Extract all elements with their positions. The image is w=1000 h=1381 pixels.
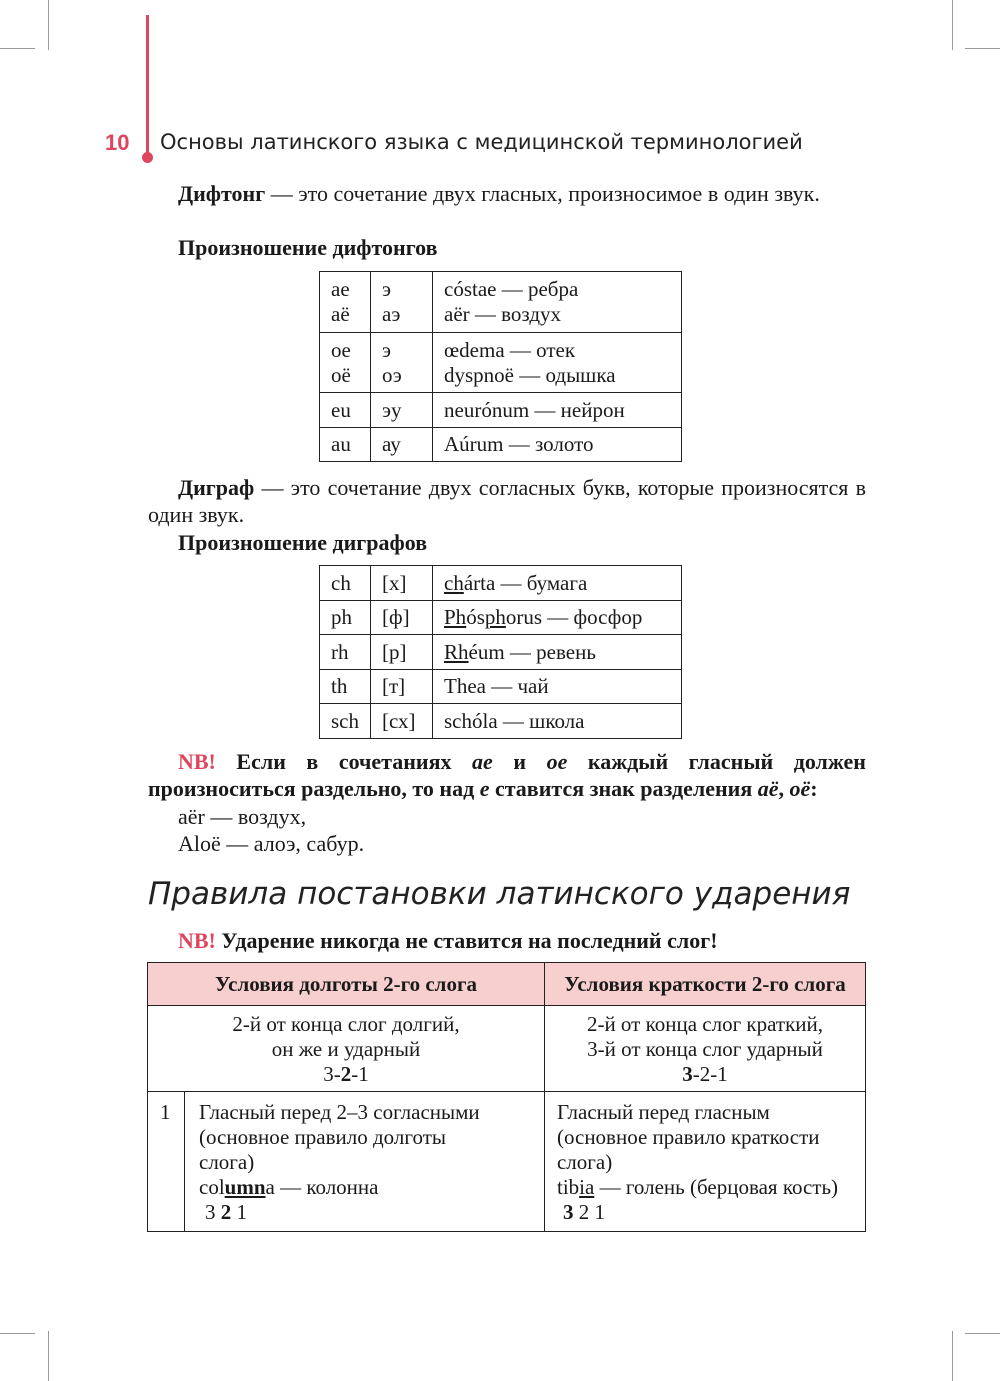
crop-mark — [0, 48, 35, 49]
table-row — [320, 601, 682, 635]
crop-mark — [48, 1331, 49, 1381]
table-cell: ae aë — [320, 272, 371, 333]
table-cell: Phósphorus — фосфор — [433, 601, 682, 635]
nb-example: aër — воздух, — [178, 804, 307, 829]
table-cell: œdema — отек dyspnoë — одышка — [433, 333, 682, 393]
crop-mark — [0, 1333, 35, 1334]
diphthong-term: Дифтонг — [178, 181, 266, 206]
column-header-short: Условия краткости 2-го слога — [544, 963, 865, 1006]
row-number: 1 — [148, 1092, 185, 1232]
table-row — [320, 670, 682, 704]
table-cell: Aúrum — золото — [433, 428, 682, 462]
nb-note: NB! Если в сочетаниях ae и oe каждый гласный должен произноситься раздельно, то над e ставится знак разделения aë, oë: — [148, 749, 866, 801]
crop-mark — [965, 48, 1000, 49]
table-cell: [ф] — [371, 601, 433, 635]
nb-label: NB! — [178, 749, 216, 774]
table-cell: ау — [371, 428, 433, 462]
table-cell: th — [320, 670, 371, 704]
table-row — [320, 272, 682, 333]
table-cell: oe oë — [320, 333, 371, 393]
table-cell: [х] — [371, 566, 433, 601]
digraph-term: Диграф — [178, 475, 255, 500]
crop-mark — [952, 0, 953, 50]
stress-rules-table — [147, 962, 866, 1232]
table-cell: cóstae — ребра aër — воздух — [433, 272, 682, 333]
crop-mark — [965, 1333, 1000, 1334]
table-cell: [т] — [371, 670, 433, 704]
table-header-row — [148, 963, 866, 1006]
diphthong-table-title: Произношение дифтонгов — [178, 235, 438, 260]
header-accent-dot — [142, 152, 153, 163]
table-cell: Thea — чай — [433, 670, 682, 704]
table-row — [320, 566, 682, 601]
crop-mark — [48, 0, 49, 50]
table-cell: au — [320, 428, 371, 462]
diphthong-table — [319, 271, 682, 462]
digraph-definition — [148, 474, 866, 528]
table-row — [320, 635, 682, 670]
running-title: Основы латинского языка с медицинской терминологией — [160, 130, 803, 154]
table-cell: Гласный перед 2–3 согласными (основное правило долготы слога) columna — колонна 3 2 1 — [185, 1092, 545, 1232]
table-row — [320, 704, 682, 739]
table-cell: eu — [320, 393, 371, 428]
section-title: Правила постановки латинского ударения — [148, 876, 851, 912]
table-cell: sch — [320, 704, 371, 739]
table-cell: ch — [320, 566, 371, 601]
table-cell: rh — [320, 635, 371, 670]
table-cell: э аэ — [371, 272, 433, 333]
nb-label: NB! — [178, 928, 216, 953]
table-cell: [р] — [371, 635, 433, 670]
table-cell: э оэ — [371, 333, 433, 393]
header-accent-line — [146, 15, 149, 158]
table-cell: [сх] — [371, 704, 433, 739]
digraph-table-title: Произношение диграфов — [178, 530, 428, 555]
table-row — [320, 428, 682, 462]
table-row — [320, 333, 682, 393]
table-cell: chárta — бумага — [433, 566, 682, 601]
column-header-long: Условия долготы 2-го слога — [148, 963, 545, 1006]
table-cell: neurónum — нейрон — [433, 393, 682, 428]
table-cell: Гласный перед гласным (основное правило краткости слога) tibia — голень (берцовая кость) 3 2 1 — [544, 1092, 865, 1232]
table-row — [148, 1092, 866, 1232]
page-number: 10 — [105, 130, 130, 155]
digraph-definition-text: — это сочетание двух согласных букв, которые произносятся в один звук. — [148, 475, 866, 527]
digraph-table — [319, 565, 682, 739]
nb-note-stress: NB! Ударение никогда не ставится на последний слог! — [178, 928, 718, 953]
table-row — [148, 1006, 866, 1092]
table-row — [320, 393, 682, 428]
table-cell: ph — [320, 601, 371, 635]
table-cell: 2-й от конца слог долгий, он же и ударный 3-2-1 — [148, 1006, 545, 1092]
nb-example: Aloë — алоэ, сабур. — [178, 831, 365, 856]
diphthong-definition — [148, 180, 866, 207]
table-cell: 2-й от конца слог краткий, 3-й от конца слог ударный 3-2-1 — [544, 1006, 865, 1092]
table-cell: эу — [371, 393, 433, 428]
diphthong-definition-text: — это сочетание двух гласных, произносимое в один звук. — [265, 181, 820, 206]
table-cell: schóla — школа — [433, 704, 682, 739]
crop-mark — [952, 1331, 953, 1381]
table-cell: Rhéum — ревень — [433, 635, 682, 670]
